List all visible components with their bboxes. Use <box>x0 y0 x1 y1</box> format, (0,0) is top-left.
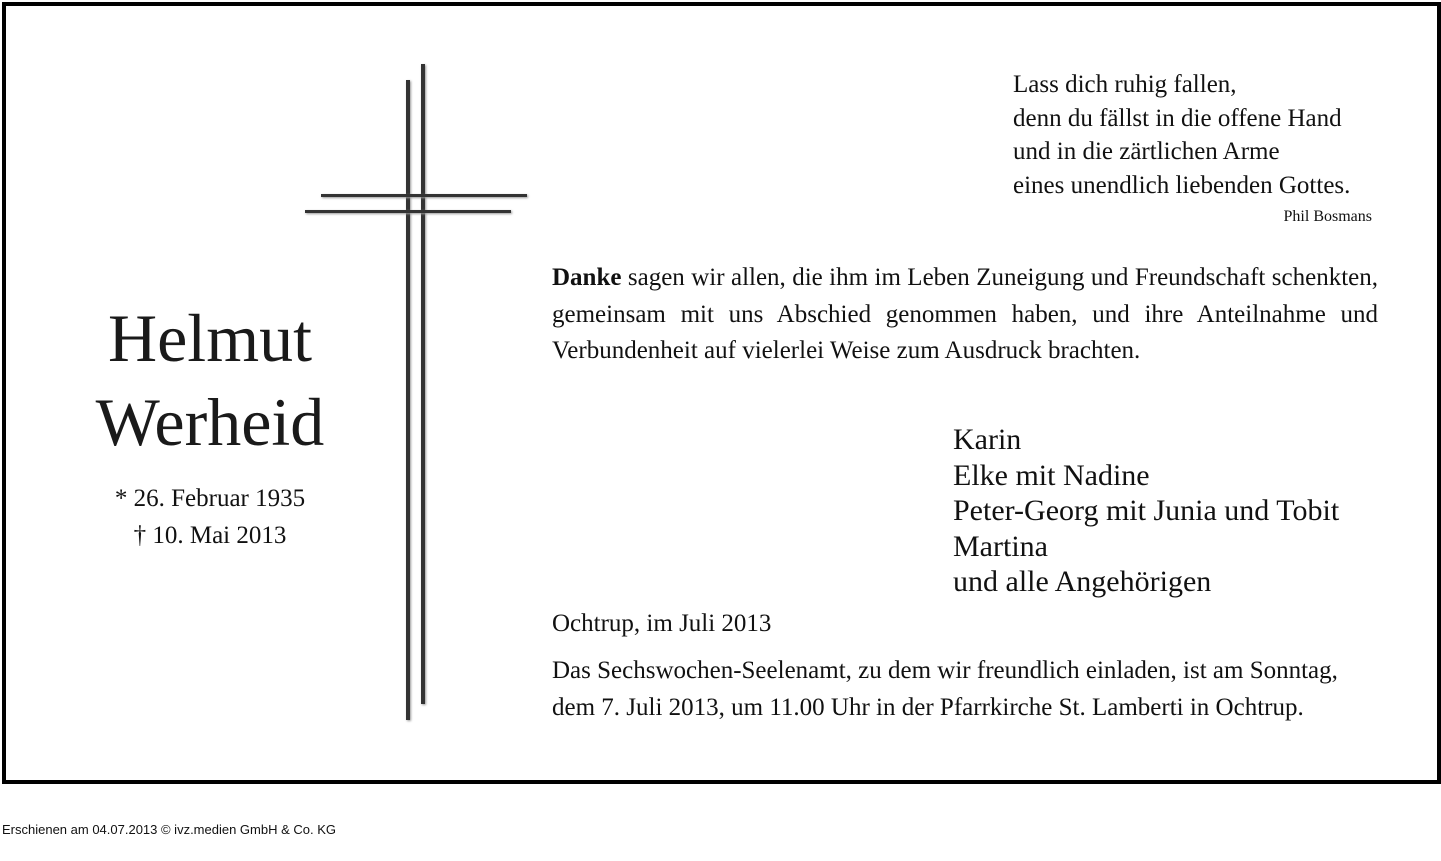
thanks-text: sagen wir allen, die ihm im Leben Zuneigung und Freundschaft schenkten, gemeinsam mit uns Abschied genommen haben, und ihre Anteilnahme und Verbundenheit auf vielerlei Weise zum Ausdruck brachten. <box>552 264 1378 364</box>
poem-line: und in die zärtlichen Arme <box>1013 138 1280 165</box>
death-date: † 10. Mai 2013 <box>133 522 287 549</box>
thanks-bold: Danke <box>552 264 622 291</box>
poem-line: Lass dich ruhig fallen, <box>1013 71 1237 98</box>
poem-line: eines unendlich liebenden Gottes. <box>1013 171 1351 199</box>
family-member: und alle Angehörigen <box>953 565 1212 598</box>
poem <box>1013 68 1350 202</box>
poem-line: denn du fällst in die offene Hand <box>1013 104 1342 132</box>
deceased-last-name: Werheid <box>95 384 325 460</box>
family-member: Martina <box>953 529 1048 563</box>
family-member: Karin <box>953 423 1022 456</box>
family-member: Elke mit Nadine <box>953 458 1150 492</box>
invitation-line: dem 7. Juli 2013, um 11.00 Uhr in der Pfarrkirche St. Lamberti in Ochtrup. <box>552 694 1304 721</box>
place-date: Ochtrup, im Juli 2013 <box>552 610 772 637</box>
invitation <box>552 652 1378 726</box>
thanks-paragraph <box>552 260 1378 370</box>
family-list <box>953 422 1339 600</box>
publication-footer: Erschienen am 04.07.2013 © ivz.medien GmbH & Co. KG <box>2 822 337 837</box>
deceased-first-name: Helmut <box>108 300 312 376</box>
poem-author: Phil Bosmans <box>1283 208 1372 225</box>
invitation-line: Das Sechswochen-Seelenamt, zu dem wir freundlich einladen, ist am Sonntag, <box>552 657 1338 684</box>
birth-date: * 26. Februar 1935 <box>114 485 306 512</box>
family-member: Peter-Georg mit Junia und Tobit <box>953 494 1340 527</box>
